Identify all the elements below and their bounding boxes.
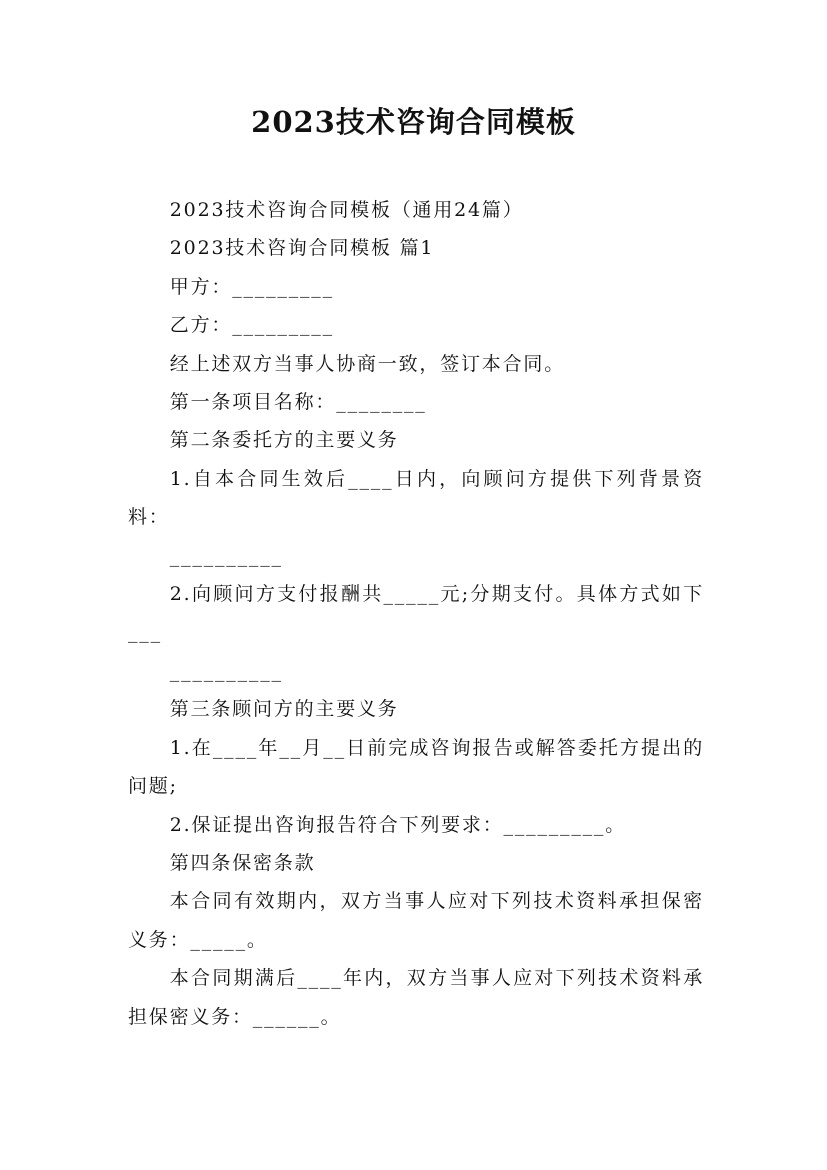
paragraph-blank-line: __________ xyxy=(169,659,283,682)
paragraph-party-a: 甲方：_________ xyxy=(169,275,334,298)
paragraph-section-heading: 2023技术咨询合同模板 篇1 xyxy=(169,237,435,260)
document-title: 2023技术咨询合同模板 xyxy=(251,105,576,139)
paragraph-blank-line: __________ xyxy=(169,544,283,567)
paragraph-article-2-item-1: 1.自本合同生效后____日内，向顾问方提供下列背景资料： xyxy=(128,467,704,529)
paragraph-article-2-heading: 第二条委托方的主要义务 xyxy=(169,429,399,452)
paragraph-article-4-heading: 第四条保密条款 xyxy=(169,851,316,874)
paragraph-article-1: 第一条项目名称：________ xyxy=(169,391,427,414)
paragraph-agreement: 经上述双方当事人协商一致，签订本合同。 xyxy=(169,352,565,375)
paragraph-article-4-item-2: 本合同期满后____年内，双方当事人应对下列技术资料承担保密义务：______。 xyxy=(128,967,704,1028)
paragraph-party-b: 乙方：_________ xyxy=(169,314,334,337)
paragraph-article-3-heading: 第三条顾问方的主要义务 xyxy=(169,698,399,721)
paragraph-article-3-item-1: 1.在____年__月__日前完成咨询报告或解答委托方提出的问题; xyxy=(128,736,704,798)
paragraph-subtitle: 2023技术咨询合同模板（通用24篇） xyxy=(169,199,524,221)
document-body xyxy=(128,191,704,1036)
paragraph-article-4-item-1: 本合同有效期内，双方当事人应对下列技术资料承担保密义务：_____。 xyxy=(128,890,704,951)
paragraph-article-2-item-2: 2.向顾问方支付报酬共_____元;分期支付。具体方式如下___ xyxy=(128,583,704,644)
paragraph-article-3-item-2: 2.保证提出咨询报告符合下列要求：_________。 xyxy=(169,813,627,836)
